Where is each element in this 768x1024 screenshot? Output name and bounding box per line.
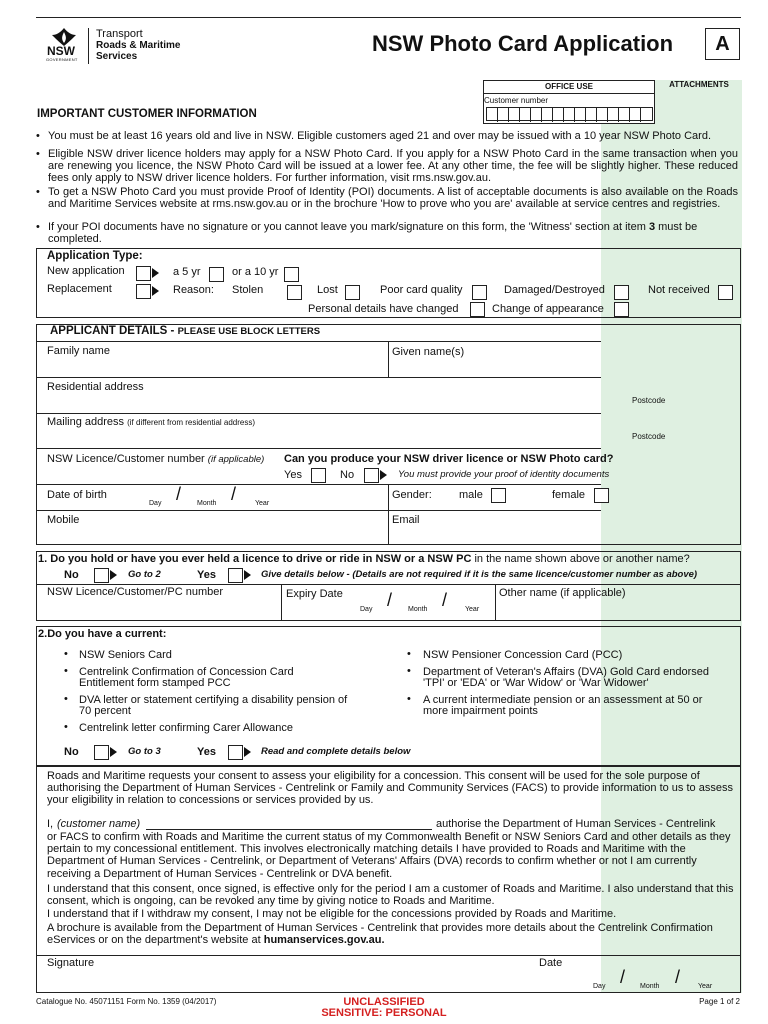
q1-give-details: Give details below - (Details are not required if it is the same licence/customer number as above) — [261, 569, 698, 580]
damaged-checkbox[interactable] — [614, 285, 629, 300]
q1-expiry-year-label: Year — [465, 606, 480, 613]
q2-left-item-2a: Centrelink Confirmation of Concession Card — [79, 666, 294, 678]
bullet-icon: • — [407, 693, 411, 705]
q1-yes-label: Yes — [197, 569, 216, 581]
row-rule — [36, 413, 601, 414]
arrow-right-icon — [152, 268, 159, 278]
q2-left-item-2b: Entitlement form stamped PCC — [79, 677, 231, 689]
q1-expiry-date-field[interactable] — [350, 590, 490, 616]
bullet-icon: • — [36, 130, 40, 142]
stolen-label: Stolen — [232, 284, 264, 296]
q2-right-item-3a: A current intermediate pension or an assessment at 50 or — [423, 694, 703, 706]
given-names-field[interactable] — [390, 358, 600, 376]
bullet-icon: • — [36, 186, 40, 198]
customer-number-label: Customer number — [484, 96, 549, 105]
info-heading: IMPORTANT CUSTOMER INFORMATION — [37, 108, 257, 120]
family-name-field[interactable] — [37, 358, 387, 376]
gender-label: Gender: — [392, 489, 432, 501]
poor-quality-label: Poor card quality — [380, 284, 463, 296]
row-rule — [36, 955, 741, 956]
customer-number-field[interactable] — [486, 107, 653, 121]
date-separator: / — [387, 590, 393, 610]
female-checkbox[interactable] — [594, 488, 609, 503]
arrow-right-icon — [244, 747, 251, 757]
licence-number-label: NSW Licence/Customer number (if applicable) — [47, 453, 265, 465]
bullet-icon: • — [64, 648, 68, 660]
row-rule — [36, 341, 601, 342]
column-rule — [388, 484, 389, 545]
stolen-checkbox[interactable] — [287, 285, 302, 300]
date-separator: / — [620, 967, 626, 987]
produce-no-label: No — [340, 469, 355, 481]
residential-address-field[interactable] — [37, 393, 600, 411]
row-rule — [36, 448, 601, 449]
replacement-checkbox[interactable] — [136, 284, 151, 299]
dob-day-label: Day — [149, 500, 162, 507]
logo-government-text: GOVERNMENT — [46, 57, 78, 62]
row-rule — [36, 377, 601, 378]
office-use-rule — [483, 93, 655, 94]
date-separator: / — [675, 967, 681, 987]
bullet-icon: • — [407, 665, 411, 677]
produce-yes-label: Yes — [284, 469, 302, 481]
info-bullet-4: If your POI documents have no signature or you cannot leave you mark/signature on this form, the 'Witness' section at item 3 must be completed. — [48, 221, 698, 246]
date-separator: / — [176, 484, 182, 504]
female-label: female — [552, 489, 586, 501]
customer-name-field[interactable] — [146, 818, 432, 830]
arrow-right-icon — [152, 286, 159, 296]
info-bullet-2: Eligible NSW driver licence holders may apply for a NSW Photo Card. If you apply for a NSW Photo Card in the same transaction when you are renewing you licence, the NSW Photo Card will be issued at a lower fee. At any other time, the fee will be slightly higher. These reduced fees only apply to NSW driver licence holders. For further information, visit rms.nsw.gov.au. — [48, 148, 738, 185]
signature-label: Signature — [47, 957, 95, 969]
consent-year-label: Year — [698, 983, 713, 990]
bullet-icon: • — [64, 721, 68, 733]
bullet-icon: • — [407, 648, 411, 660]
mobile-field[interactable] — [37, 526, 387, 544]
q2-right-item-3b: more impairment points — [423, 705, 538, 717]
lost-label: Lost — [317, 284, 338, 296]
ten-year-label: or a 10 yr — [232, 266, 279, 278]
arrow-right-icon — [244, 570, 251, 580]
q2-go-to-3: Go to 3 — [128, 746, 161, 757]
q2-yes-checkbox[interactable] — [228, 745, 243, 760]
applicant-details-heading: APPLICANT DETAILS - PLEASE USE BLOCK LETTERS — [50, 325, 321, 337]
personal-changed-checkbox[interactable] — [470, 302, 485, 317]
consent-paragraph-5: A brochure is available from the Department of Human Services - Centrelink that provides more details about the Centrelink Confirmation eServices or on the department's website at humanservices.gov.au. — [47, 922, 713, 947]
bullet-icon: • — [64, 693, 68, 705]
q1-other-name-label: Other name (if applicable) — [499, 587, 626, 599]
catalogue-number: Catalogue No. 45071151 Form No. 1359 (04/2017) — [36, 997, 217, 1006]
consent-month-label: Month — [640, 983, 660, 990]
agency-name-line3: Services — [96, 51, 138, 62]
q2-read-complete: Read and complete details below — [261, 746, 411, 757]
mobile-label: Mobile — [47, 514, 80, 526]
five-year-checkbox[interactable] — [209, 267, 224, 282]
male-checkbox[interactable] — [491, 488, 506, 503]
classification-line-2: SENSITIVE: PERSONAL — [321, 1007, 447, 1019]
mailing-postcode-label: Postcode — [632, 432, 666, 441]
humanservices-link[interactable]: humanservices.gov.au. — [263, 934, 385, 947]
row-rule — [36, 510, 601, 511]
header-top-rule — [36, 17, 741, 18]
q1-expiry-month-label: Month — [408, 606, 428, 613]
arrow-right-icon — [110, 747, 117, 757]
q2-left-item-4: Centrelink letter confirming Carer Allowance — [79, 722, 293, 734]
male-label: male — [459, 489, 483, 501]
column-rule — [281, 584, 282, 621]
date-separator: / — [442, 590, 448, 610]
office-use-label: OFFICE USE — [544, 82, 593, 91]
not-received-label: Not received — [648, 284, 710, 296]
ten-year-checkbox[interactable] — [284, 267, 299, 282]
mailing-address-label: Mailing address (if different from residential address) — [47, 416, 256, 428]
application-type-heading: Application Type: — [47, 250, 143, 262]
replacement-label: Replacement — [47, 283, 112, 295]
lost-checkbox[interactable] — [345, 285, 360, 300]
produce-yes-checkbox[interactable] — [311, 468, 326, 483]
date-of-birth-field[interactable] — [140, 486, 280, 508]
column-rule — [495, 584, 496, 621]
agency-name-line2: Roads & Maritime — [96, 40, 181, 51]
consent-paragraph-2: or FACS to confirm with Roads and Maritime the current status of my Commonwealth Benefit or NSW Seniors Card and other details as they pertain to my concessional entitlement. This involves electronically matching details I have provided to Roads and Maritime with the Department of Human Services - Centrelink, or Department of Veterans' Affairs (DVA) records to confirm whether or not I am currently receiving a Department of Human Services - Centrelink or DVA benefit. — [47, 831, 731, 880]
damaged-label: Damaged/Destroyed — [504, 284, 605, 296]
appearance-label: Change of appearance — [492, 303, 604, 315]
residential-address-label: Residential address — [47, 381, 144, 393]
consent-paragraph-3: I understand that this consent, once signed, is effective only for the period I am a customer of Roads and Maritime. I also understand that this consent, which is ongoing, can be revoked any time by giving notice to Roads and Maritime. — [47, 883, 734, 908]
date-of-birth-label: Date of birth — [47, 489, 107, 501]
q2-left-item-1: NSW Seniors Card — [79, 649, 172, 661]
q1-expiry-day-label: Day — [360, 606, 373, 613]
form-letter-box: A — [705, 28, 740, 60]
bullet-icon: • — [36, 221, 40, 233]
column-rule — [388, 341, 389, 377]
five-year-label: a 5 yr — [173, 266, 201, 278]
produce-licence-question: Can you produce your NSW driver licence or NSW Photo card? — [284, 453, 614, 465]
q2-right-item-2b: 'TPI' or 'EDA' or 'War Widow' or 'War Widower' — [423, 677, 649, 689]
q2-left-item-3b: 70 percent — [79, 705, 131, 717]
consent-paragraph-1: Roads and Maritime requests your consent to assess your eligibility for a concession. This consent will be used for the sole purpose of authorising the Department of Human Services - Centrelink or Family and Community Services (FACS) to provide information to us to assess your eligibility in relation to concessions or services provided by us. — [47, 770, 733, 807]
consent-i-prefix: I, — [47, 818, 54, 830]
q2-no-label: No — [64, 746, 79, 758]
q2-left-item-3a: DVA letter or statement certifying a disability pension of — [79, 694, 348, 706]
question-1-text: 1. Do you hold or have you ever held a licence to drive or ride in NSW or a NSW PC in the name shown above or another name? — [38, 553, 690, 565]
consent-date-field[interactable] — [585, 968, 735, 990]
attachments-label: ATTACHMENTS — [669, 80, 729, 89]
email-label: Email — [392, 514, 420, 526]
dob-month-label: Month — [197, 500, 217, 507]
q1-go-to-2: Go to 2 — [128, 569, 161, 580]
consent-day-label: Day — [593, 983, 606, 990]
residential-postcode-label: Postcode — [632, 396, 666, 405]
consent-customer-name-label: (customer name) — [57, 818, 141, 830]
q1-yes-checkbox[interactable] — [228, 568, 243, 583]
q2-no-checkbox[interactable] — [94, 745, 109, 760]
family-name-label: Family name — [47, 345, 110, 357]
poor-quality-checkbox[interactable] — [472, 285, 487, 300]
consent-authorise-text: authorise the Department of Human Services - Centrelink — [436, 818, 716, 830]
consent-date-label: Date — [539, 957, 563, 969]
consent-paragraph-4: I understand that if I withdraw my consent, I may not be eligible for the concessions provided by Roads and Maritime. — [47, 908, 617, 920]
q1-other-name-field[interactable] — [497, 599, 740, 620]
q2-right-item-1: NSW Pensioner Concession Card (PCC) — [423, 649, 623, 661]
agency-name-line1: Transport — [96, 28, 143, 40]
q1-licence-column-label: NSW Licence/Customer/PC number — [47, 586, 224, 598]
page-number: Page 1 of 2 — [699, 997, 740, 1006]
personal-changed-label: Personal details have changed — [308, 303, 459, 315]
q1-no-checkbox[interactable] — [94, 568, 109, 583]
q2-right-item-2a: Department of Veteran's Affairs (DVA) Gold Card endorsed — [423, 666, 709, 678]
q2-yes-label: Yes — [197, 746, 216, 758]
info-bullet-3: To get a NSW Photo Card you must provide Proof of Identity (POI) documents. A list of acceptable documents is also available on the Roads and Maritime Services website at rms.nsw.gov.au or in the brochure 'How to prove who you are' available at service centres and registries. — [48, 186, 738, 211]
logo-divider — [88, 28, 89, 64]
logo-nsw-text: NSW — [47, 44, 75, 58]
signature-field[interactable] — [37, 969, 527, 991]
classification-line-1: UNCLASSIFIED — [343, 996, 425, 1008]
given-names-label: Given name(s) — [392, 346, 465, 358]
bullet-icon: • — [36, 148, 40, 160]
new-application-checkbox[interactable] — [136, 266, 151, 281]
mailing-address-field[interactable] — [37, 428, 600, 446]
info-bullet-1: You must be at least 16 years old and live in NSW. Eligible customers aged 21 and over may be issued with a 10 year NSW Photo Card. — [48, 130, 711, 142]
q1-no-label: No — [64, 569, 79, 581]
arrow-right-icon — [110, 570, 117, 580]
q1-expiry-label: Expiry Date — [286, 588, 343, 600]
arrow-right-icon — [380, 470, 387, 480]
bullet-icon: • — [64, 665, 68, 677]
reason-label: Reason: — [173, 284, 214, 296]
question-2-text: 2.Do you have a current: — [38, 628, 167, 640]
proof-of-identity-note: You must provide your proof of identity documents — [398, 469, 610, 480]
produce-no-checkbox[interactable] — [364, 468, 379, 483]
row-rule — [36, 584, 741, 585]
email-field[interactable] — [390, 526, 600, 544]
new-application-label: New application — [47, 265, 125, 277]
not-received-checkbox[interactable] — [718, 285, 733, 300]
page-title: NSW Photo Card Application — [372, 31, 674, 56]
date-separator: / — [231, 484, 237, 504]
q1-licence-number-field[interactable] — [37, 598, 280, 620]
appearance-checkbox[interactable] — [614, 302, 629, 317]
dob-year-label: Year — [255, 500, 270, 507]
row-rule — [36, 484, 601, 485]
